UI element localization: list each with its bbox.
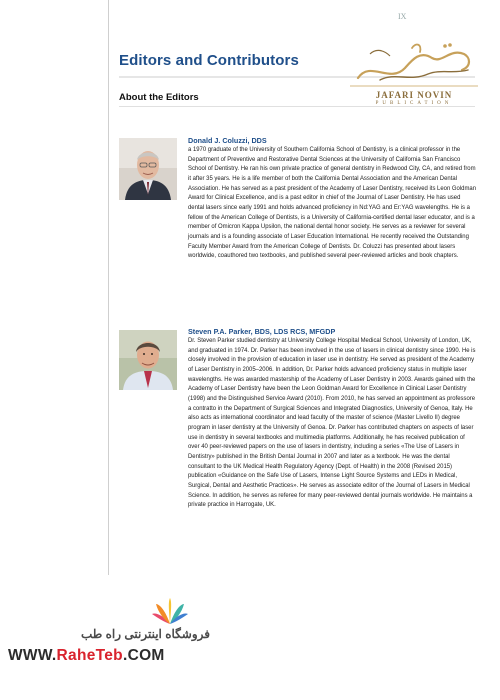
editor-name: Donald J. Coluzzi, DDS — [188, 136, 267, 145]
editor-bio-text: a 1970 graduate of the University of Southern California School of Dentistry, is a clinical professor in the Department of Preventive and Restorative Dental Sciences at the University of California San Francisco School of Dentistry. He ran his own private practice of general dentistry in Redwood City, CA, and retired from it after 35 years. He is a life member of both the California Dental Association and the American Dental Association. He has served as a past president of the Academy of Laser Dentistry, received its Leon Goldman Award for Clinical Excellence, and is a past editor in chief of the Journal of Laser Dentistry. He has used dental lasers since early 1991 and holds advanced proficiency in Nd:YAG and Er:YAG wavelengths. He is a fellow of the American College of Dentists, is a University of California-certified dental laser educator, and is a member of Omicron Kappa Upsilon, the national dental honor society. He serves as a reviewer for several journals and is a founding associate of Laser Education International. He recently received the Outstanding Faculty Member Award from the American College of Dentists. Dr. Coluzzi has presented about lasers worldwide, coauthored two textbooks, and published several peer-reviewed articles and book chapters. — [188, 147, 477, 260]
page-number: IX — [398, 12, 407, 21]
editor-bio — [188, 327, 476, 511]
store-name: فروشگاه اینترنتی راه طب — [80, 627, 210, 641]
editor-bio — [188, 136, 476, 262]
logo-subtitle: PUBLICATION — [375, 101, 453, 106]
section-heading: About the Editors — [119, 92, 199, 103]
editor-name: Steven P.A. Parker, BDS, LDS RCS, MFGDP — [188, 327, 336, 336]
editor-bio-text: Dr. Steven Parker studied dentistry at University College Hospital Medical School, University of London, UK, and graduated in 1974. Dr. Parker has been involved in the use of lasers in clinical dentistry since 1990. He is closely involved in the provision of education in laser use in dentistry. He served as president of the Academy of Laser Dentistry in 2005–2006. In addition, Dr. Parker holds advanced proficiency status in multiple laser wavelengths. He was awarded mastership of the Academy of Laser Dentistry in 2003. Awards gained with the Academy of Laser Dentistry have been the Leon Goldman Award for Excellence in Clinical Laser Dentistry (1998) and the Distinguished Service Award (2010). From 2010, he has served an appointment as professore a contratto in the Department of Surgical Sciences and Integrated Diagnostics, University of Genoa, Italy. He also acts as international coordinator and lead faculty of the master of science (Master Livello II) degree program in laser dentistry at the University of Genoa. Dr. Parker has contributed chapters on aspects of laser use in dentistry in several textbooks and multimedia platforms. Additionally, he has received publication of over 40 peer-reviewed papers on the use of lasers in dentistry, including a series «The Use of Lasers in Dentistry» published in the British Dental Journal in 2007 and later as a textbook. He was the dental consultant to the UK Medical Health Regulatory Agency (Dept. of Health) in the 2008 (Revised 2015) publication «Guidance on the Safe Use of Lasers, Intense Light Source Systems and LEDs in Medical, Surgical, Dental and Aesthetic Practices». He serves as associate editor of the Journal of Lasers in Medical Science. In addition, he serves as referee for many peer-reviewed dental journals worldwide. He maintains a private practice in Harrogate, UK. — [188, 338, 476, 509]
logo-wordmark: JAFARI NOVIN — [375, 90, 453, 100]
editor-photo — [119, 138, 177, 200]
page-title: Editors and Contributors — [119, 52, 299, 69]
url-suffix: .COM — [122, 647, 165, 664]
section-rule — [119, 106, 475, 107]
store-url[interactable] — [8, 647, 165, 665]
url-highlight: RaheTeb — [56, 647, 123, 664]
url-prefix: WWW. — [8, 647, 57, 664]
calligraphy-emblem — [350, 40, 478, 90]
store-logo — [150, 598, 190, 626]
editor-photo — [119, 330, 177, 390]
publisher-logo — [350, 40, 478, 112]
margin-rule — [108, 0, 109, 575]
